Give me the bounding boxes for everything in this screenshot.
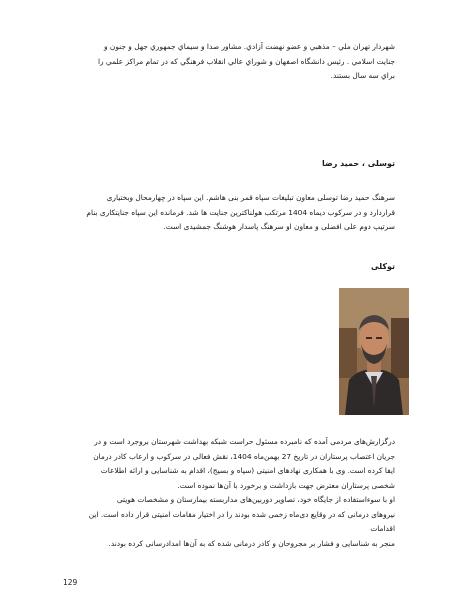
section-heading-tavasoli: توسلی ، حمید رضا <box>322 159 395 168</box>
portrait-photo <box>339 288 409 415</box>
intro-paragraph: شهردار تهران ملي – مذهبي و عضو نهضت آزادي. مشاور صدا و سيماي جمهوري جهل و جنون و جنايت اسلامي . رئيس دانشگاه اصفهان و شوراي عالي انقلاب فرهنگي كه در تمام مراكز علمي را براي سه سال بستند. <box>97 42 395 80</box>
section-heading-tavakoli: توکلی <box>370 262 395 271</box>
page-number: 129 <box>63 578 78 587</box>
tavasoli-paragraph: سرهنگ حمید رضا توسلی معاون تبلیغات سپاه قمر بنی هاشم. این سپاه در چهارمحال وبختیاری قراردارد و در سرکوب دیماه 1404 مرتکب هولناکترین جنایت ها شد. فرمانده این سپاه جنایتکاری بنام سرتیپ دوم علی افضلی و معاون او سرهنگ پاسدار هوشنگ جمشیدی است. <box>86 193 395 231</box>
tavakoli-paragraph: درگزارش‌های مردمی آمده که نامبرده مسئول حراست شبکه بهداشت شهرستان بروجرد است و در جریان اعتصاب پرستاران در تاریخ 27 بهمن‌ماه 1404، نقش فعالی در سرکوب و ارعاب کادر درمان ایفا کرده است. وی با همکاری نهادهای امنیتی (سپاه و بسیج)، اقدام به شناسایی و ارائه اطلاعات شخصی پرستاران معترض جهت بازداشت و برخورد با آن‌ها نموده است. او با سوءاستفاده از جایگاه خود، تصاویر دوربین‌های مداربسته بیمارستان و مشخصات هویتی نیروهای درمانی که در وقایع دی‌ماه زخمی شده بودند را در اختیار مقامات امنیتی قرار داده است. این اقدامات منجر به شناسایی و فشار بر مجروحان و کادر درمانی شده که به آن‌ها امدادرسانی کرده بودند. <box>88 437 395 548</box>
